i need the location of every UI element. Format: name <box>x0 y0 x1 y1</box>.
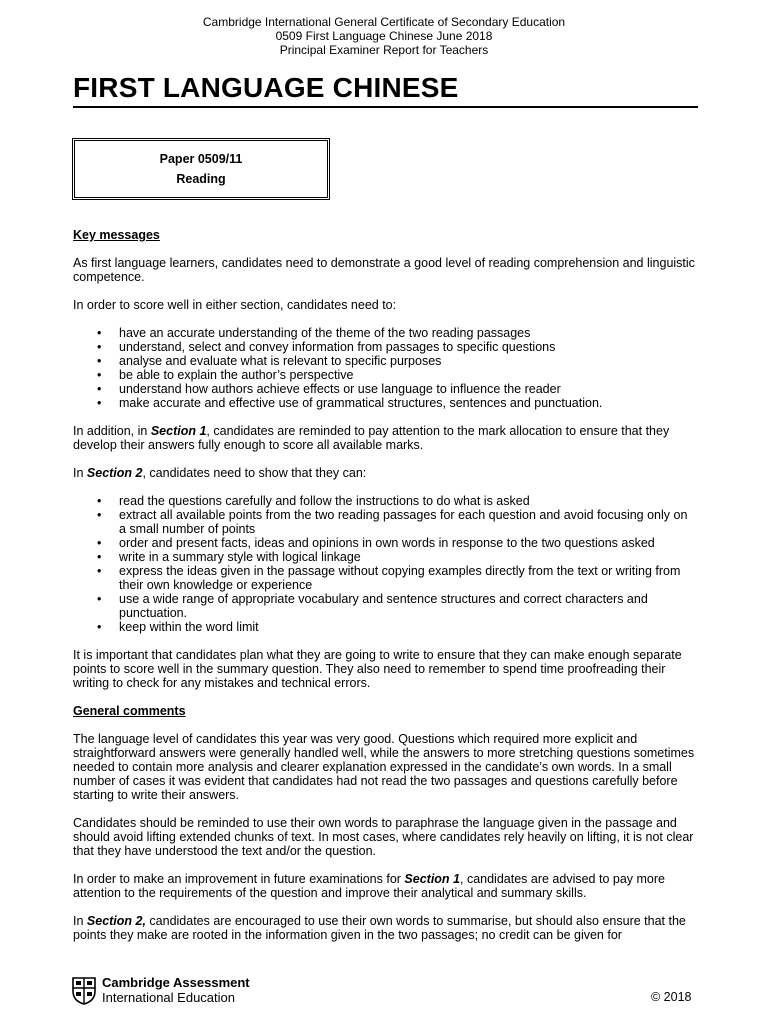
logo-line-2: International Education <box>102 990 235 1005</box>
list-item: • analyse and evaluate what is relevant to specific purposes <box>73 354 695 368</box>
general-comments-p1: The language level of candidates this year was very good. Questions which required more explicit and straightforward answers were generally handled well, while the answers to more stretching questions sometimes needed to contain more analysis and clearer explanation expressed in the candidate’s own words. In a small number of cases it was evident that candidates had not read the two passages and questions carefully before starting to write their answers. <box>73 732 695 802</box>
logo-line-1: Cambridge Assessment <box>102 975 250 990</box>
report-body <box>73 228 695 956</box>
text-run: , candidates are reminded to pay attention to the mark allocation to ensure that they develop their answers fully enough to score all available marks. <box>73 424 670 452</box>
paper-number: Paper 0509/11 <box>159 152 243 166</box>
header-line-1: Cambridge International General Certificate of Secondary Education <box>202 15 566 29</box>
general-comments-p2: Candidates should be reminded to use their own words to paraphrase the language given in the passage and should avoid lifting extended chunks of text. In most cases, where candidates rely heavily on lifting, it is not clear that they have understood the text and/or the question. <box>73 816 694 858</box>
key-messages-intro: As first language learners, candidates need to demonstrate a good level of reading comprehension and linguistic competence. <box>73 256 695 284</box>
list-item: • understand how authors achieve effects or use language to influence the reader <box>73 382 695 396</box>
copyright-notice: © 2018 <box>651 990 692 1004</box>
section-2-list <box>73 494 695 634</box>
document-header <box>0 15 768 57</box>
list-item: • write in a summary style with logical linkage <box>73 550 695 564</box>
text-run: In order to make an improvement in future examinations for <box>73 872 405 886</box>
text-run: , candidates are advised to pay more attention to the requirements of the question and improve their analytical and summary skills. <box>73 872 665 900</box>
section-2-label: Section 2, <box>86 914 146 928</box>
text-run: In addition, in <box>73 424 151 438</box>
list-item: • use a wide range of appropriate vocabulary and sentence structures and correct characters and punctuation. <box>73 592 695 620</box>
section-2-lead <box>73 466 695 480</box>
section-1-label: Section 1 <box>404 872 460 886</box>
list-item: • be able to explain the author’s perspective <box>73 368 695 382</box>
section-2-label: Section 2 <box>86 466 143 480</box>
header-line-2: 0509 First Language Chinese June 2018 <box>275 29 493 43</box>
page-title: FIRST LANGUAGE CHINESE <box>73 72 459 103</box>
planning-paragraph: It is important that candidates plan what they are going to write to ensure that they can make enough separate points to score well in the summary question. They also need to remember to spend time proofreading their writing to check for any mistakes and technical errors. <box>73 648 682 690</box>
list-item: • read the questions carefully and follow the instructions to do what is asked <box>73 494 695 508</box>
text-run: , candidates need to show that they can: <box>142 466 367 480</box>
header-line-3: Principal Examiner Report for Teachers <box>279 43 489 57</box>
list-item: • keep within the word limit <box>73 620 695 634</box>
text-run: candidates are encouraged to use their own words to summarise, but should also ensure that the points they make are rooted in the information given in the two passages; no credit can be given for <box>73 914 686 942</box>
general-comments-p3 <box>73 872 695 900</box>
title-rule <box>73 106 698 108</box>
general-comments-p4 <box>73 914 695 942</box>
text-run: In <box>73 466 87 480</box>
list-item: • extract all available points from the two reading passages for each question and avoid focusing only on a small number of points <box>73 508 695 536</box>
paper-box <box>72 138 330 200</box>
list-item: • understand, select and convey information from passages to specific questions <box>73 340 695 354</box>
paper-component: Reading <box>176 172 226 186</box>
list-item: • order and present facts, ideas and opinions in own words in response to the two questions asked <box>73 536 695 550</box>
section-1-note <box>73 424 695 452</box>
key-messages-heading: Key messages <box>73 228 160 242</box>
skills-list <box>73 326 695 410</box>
section-1-label: Section 1 <box>150 424 207 438</box>
list-item: • have an accurate understanding of the theme of the two reading passages <box>73 326 695 340</box>
list-item: • express the ideas given in the passage without copying examples directly from the text or writing from their own knowledge or experience <box>73 564 695 592</box>
crest-icon <box>72 977 96 1005</box>
general-comments-heading: General comments <box>73 704 186 718</box>
text-run: In <box>73 914 87 928</box>
key-messages-lead: In order to score well in either section, candidates need to: <box>73 298 397 312</box>
logo-wordmark <box>102 975 250 1005</box>
list-item: • make accurate and effective use of grammatical structures, sentences and punctuation. <box>73 396 695 410</box>
